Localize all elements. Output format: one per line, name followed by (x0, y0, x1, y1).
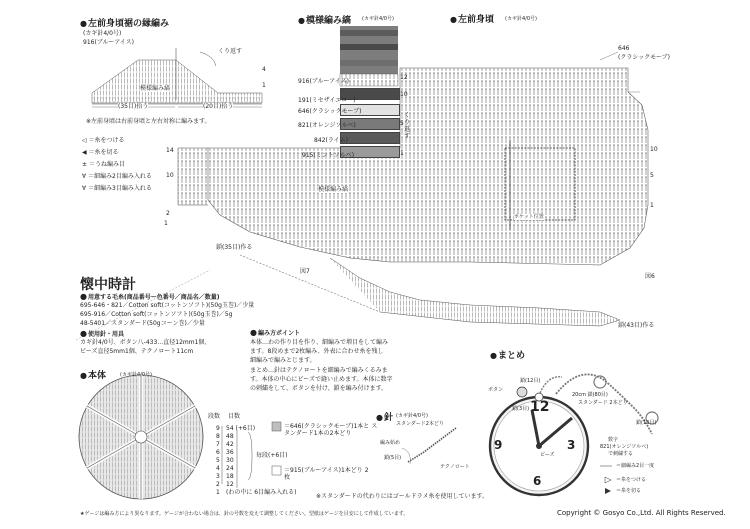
finish-standard-2: スタンダード 2本どり (578, 400, 628, 406)
tools-line-2: ビーズ直径5mm1個、テクノロート11cm (80, 348, 194, 355)
needle-chain: 鎖(5目) (384, 455, 402, 461)
finish-number-label: 数字 (608, 437, 619, 443)
left-front-body-title: ● 左前身頃 (450, 12, 494, 25)
stripe-hook: (カギ針4/0号) (362, 16, 394, 22)
finish-chain-80: 20cm 鎖(80目) (572, 392, 608, 398)
figure-7-label: 図7 (300, 268, 310, 275)
points-line-2: ます。8段めまで2枚編み、外表に合わせ糸を残し (250, 348, 384, 355)
finish-key-2: ＝糸をつける (616, 477, 647, 483)
finish-chain-12: 鎖(12目) (520, 378, 541, 384)
edge-border-color: 916(ブルーアイス) (83, 39, 134, 46)
yarn-heading: ● 用意する毛糸(商品番号ー色番号／商品名／数量) (80, 293, 219, 301)
tools-line-1: カギ針4/0号、ボタン八-433…直径12mm1個、 (80, 339, 211, 346)
body-pocket-label: ポケット位置 (514, 214, 544, 220)
watch-body-title: ● 本体 (80, 368, 106, 381)
yarn-line-2: 695-916／Cotton soft(コットンソフト)(50g玉巻)／5g (80, 311, 233, 318)
clock-number-6: 6 (533, 474, 542, 488)
points-line-5: す。本体の中心にビーズで縫い止めます。本体に数字 (250, 376, 393, 383)
edge-pickup-right: (20目)拾う (203, 103, 234, 110)
edge-border-chart (92, 48, 262, 107)
watch-title: 懐中時計 (80, 277, 136, 293)
finish-button-label: ボタン (488, 387, 504, 393)
edge-repeat-label: くり返す (218, 48, 243, 55)
finish-title: ● まとめ (490, 348, 525, 361)
needle-hook: (カギ針4/0号) (396, 413, 428, 419)
figure-6-label: 図6 (645, 273, 655, 280)
edge-pickup-left: (35目)拾う (118, 103, 149, 110)
edge-border-hook: (カギ針4/0号) (83, 30, 122, 37)
edge-pattern-label: 模様編み縞 (140, 85, 171, 92)
body-pattern-label: 模様編み縞 (318, 186, 349, 193)
stripe-chart (340, 26, 398, 86)
tools-heading: ● 使用針・用具 (80, 330, 124, 338)
yarn-line-1: 695-646・821／Cotton soft(コットンソフト)(50g玉巻)／少量 (80, 302, 255, 309)
clock-number-3: 3 (567, 438, 576, 452)
finish-chain-3: 鎖(3目) (512, 406, 530, 412)
edge-note: ※左前身頃は右前身頃と左右対称に編みます。 (86, 118, 211, 125)
finish-number-color: 821(オレンジソルベ) (600, 444, 649, 450)
copyright: Copyright © Gosyo Co.,Ltd. All Rights Reserved. (557, 509, 726, 517)
finish-number-stitch: で刺繍する (608, 451, 634, 457)
needle-start: 編み始め (380, 440, 401, 446)
watch-body-hook: (カギ針4/0号) (120, 372, 152, 378)
needle-standard: スタンダード2本どり (396, 421, 444, 427)
body-pickup-left: 鎖(35目)作る (216, 244, 253, 251)
stripe-repeat: くり返す (404, 112, 411, 140)
points-line-3: 細編みで編みとじます。 (250, 357, 316, 364)
stripe-title: ● 模様編み縞 (298, 13, 351, 26)
watch-body-chart (79, 375, 203, 499)
needle-technoroto: テクノロート (440, 464, 470, 470)
edge-border-title: ● 左前身頃裾の縁編み (80, 16, 169, 29)
clock-number-12: 12 (530, 399, 550, 415)
finish-key-1: ＝細編み2目一度 (616, 463, 655, 469)
needle-title: ● 針 (376, 410, 393, 423)
points-line-6: の刺繍をして、ボタンを付け、鎖を編み付けます。 (250, 385, 388, 392)
finish-chain-13: 鎖(13目) (636, 420, 657, 426)
standard-note: ※スタンダードの代わりにはゴールドラメ糸を使用しています。 (316, 493, 489, 500)
finish-key-3: ＝糸を切る (616, 488, 642, 494)
footer-note: ★ゲージは編み方により異なります。ゲージが合わない場合は、針の号数を変えて調整してください。型紙はゲージを目安にして作成しています。 (80, 511, 409, 517)
yarn-line-3: 48-5401／スタンダード(50gコーン巻)／少量 (80, 320, 205, 327)
body-color-646: 646 (618, 45, 630, 52)
points-line-1: 本体…わの作り目を作り、細編みで増目をして編み (250, 339, 389, 346)
points-line-4: まとめ…針はテクノロートを細編みで編みくるみま (250, 367, 388, 374)
clock-number-9: 9 (494, 438, 503, 452)
points-heading: ● 編み方ポイント (250, 329, 300, 337)
body-color-646-name: (クラシックモーブ) (618, 54, 671, 61)
body-pickup-right: 鎖(43目)作る (618, 322, 655, 329)
clock-bead-label: ビーズ (540, 452, 555, 458)
left-front-body-hook: (カギ針4/0号) (505, 16, 537, 22)
needle-chart (402, 428, 456, 464)
